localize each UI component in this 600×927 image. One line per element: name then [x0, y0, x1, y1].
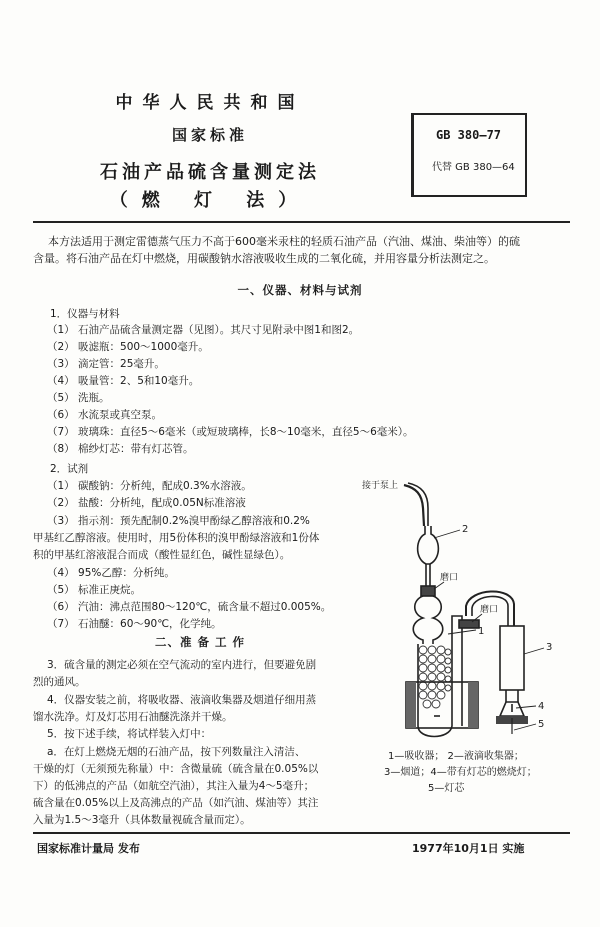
header-divider [33, 221, 570, 223]
standard-number-box [411, 113, 527, 197]
reagent-item-continued: 积的甲基红溶液混合而成（酸性显红色，碱性显绿色）。 [33, 549, 291, 561]
intro-line-2: 含量。将石油产品在灯中燃烧，用碳酸钠水溶液吸收生成的二氧化硫，并用容量分析法测定之。 [33, 252, 495, 265]
prep-line: 干燥的灯（无须预先称量）中：含微量硫（硫含量在0.05%以 [33, 763, 319, 775]
label-collector-number: 2 [462, 524, 469, 535]
reagent-item: （2） 盐酸：分析纯，配成0.05N标准溶液 [47, 497, 246, 509]
document-title: 石油产品硫含量测定法 [100, 162, 320, 183]
effective-date: 1977年10月1日 实施 [412, 842, 525, 855]
prep-line: a．在灯上燃烧无烟的石油产品，按下列数量注入清洁、 [47, 746, 306, 758]
instrument-item: （8） 棉纱灯芯：带有灯芯管。 [47, 443, 194, 455]
prep-line: 入量为1.5～3毫升（具体数量视硫含量而定）。 [33, 814, 251, 826]
instrument-item: （4） 吸量管：2、5和10毫升。 [47, 375, 200, 387]
label-ground-joint-2: 磨口 [480, 605, 499, 615]
reagent-item-continued: 甲基红乙醇溶液。使用时，用5份体积的溴甲酚绿溶液和1份体 [33, 532, 320, 544]
section-1-heading: 一、仪器、材料与试剂 [237, 283, 363, 297]
glass-beads [419, 646, 451, 708]
country-heading: 中华人民共和国 [115, 93, 305, 113]
instrument-item: （5） 洗瓶。 [47, 392, 110, 404]
prep-line: 5．按下述手续，将试样装入灯中： [47, 728, 212, 740]
label-pump-connection: 接于泵上 [362, 481, 399, 491]
replaces-standard: 代替 GB 380—64 [432, 162, 515, 173]
subsection-reagents-title: 2．试剂 [50, 463, 89, 475]
section-2-heading: 二、准 备 工 作 [155, 635, 246, 649]
instrument-item: （1） 石油产品硫含量测定器（见图）。其尺寸见附录中图1和图2。 [47, 324, 360, 336]
instrument-item: （6） 水流泵或真空泵。 [47, 409, 163, 421]
label-chimney-number: 3 [546, 642, 553, 653]
issuing-authority: 国家标准计量局 发布 [37, 842, 140, 855]
label-lamp-number: 4 [538, 701, 545, 712]
reagent-item: （1） 碳酸钠：分析纯，配成0.3%水溶液。 [47, 480, 252, 492]
footer-divider [33, 832, 570, 834]
prep-line: 4．仪器安装之前，将吸收器、液滴收集器及烟道仔细用蒸 [47, 694, 317, 706]
apparatus-figure [360, 468, 585, 743]
figure-caption-line-3: 5—灯芯 [428, 783, 465, 794]
instrument-item: （2） 吸滤瓶：500～1000毫升。 [47, 341, 209, 353]
document-subtitle: （燃 灯 法） [109, 190, 311, 211]
standard-type-heading: 国家标准 [171, 126, 248, 144]
reagent-item: （7） 石油醚：60～90℃，化学纯。 [47, 618, 222, 630]
instrument-item: （3） 滴定管：25毫升。 [47, 358, 165, 370]
prep-line: 硫含量在0.05%以上及高沸点的产品（如汽油、煤油等）其注 [33, 797, 319, 809]
figure-caption-line-1: 1—吸收器； 2—液滴收集器； [388, 751, 524, 762]
subsection-instruments-title: 1．仪器与材料 [50, 308, 120, 320]
standard-number: GB 380—77 [436, 128, 502, 142]
reagent-item: （4） 95%乙醇：分析纯。 [47, 567, 175, 579]
prep-line: 烈的通风。 [33, 676, 86, 688]
reagent-item: （3） 指示剂：预先配制0.2%溴甲酚绿乙醇溶液和0.2% [47, 515, 310, 527]
prep-line: 馏水洗净。灯及灯芯用石油醚洗涤并干燥。 [33, 711, 233, 723]
instrument-item: （7） 玻璃珠：直径5～6毫米（或短玻璃棒，长8～10毫米，直径5～6毫米）。 [47, 426, 414, 438]
figure-caption-line-2: 3—烟道；4—带有灯芯的燃烧灯； [384, 767, 537, 778]
intro-line-1: 本方法适用于测定雷德蒸气压力不高于600毫米汞柱的轻质石油产品（汽油、煤油、柴油等）的硫 [48, 235, 520, 248]
reagent-item: （5） 标准正庚烷。 [47, 584, 142, 596]
reagent-item: （6） 汽油：沸点范围80～120℃，硫含量不超过0.005%。 [47, 601, 332, 613]
label-absorber-number: 1 [478, 626, 485, 637]
prep-line: 3．硫含量的测定必须在空气流动的室内进行，但要避免剧 [47, 659, 317, 671]
label-wick-number: 5 [538, 719, 545, 730]
label-ground-joint-1: 磨口 [440, 573, 459, 583]
prep-line: 下）的低沸点的产品（如航空汽油），其注入量为4～5毫升； [33, 780, 315, 792]
